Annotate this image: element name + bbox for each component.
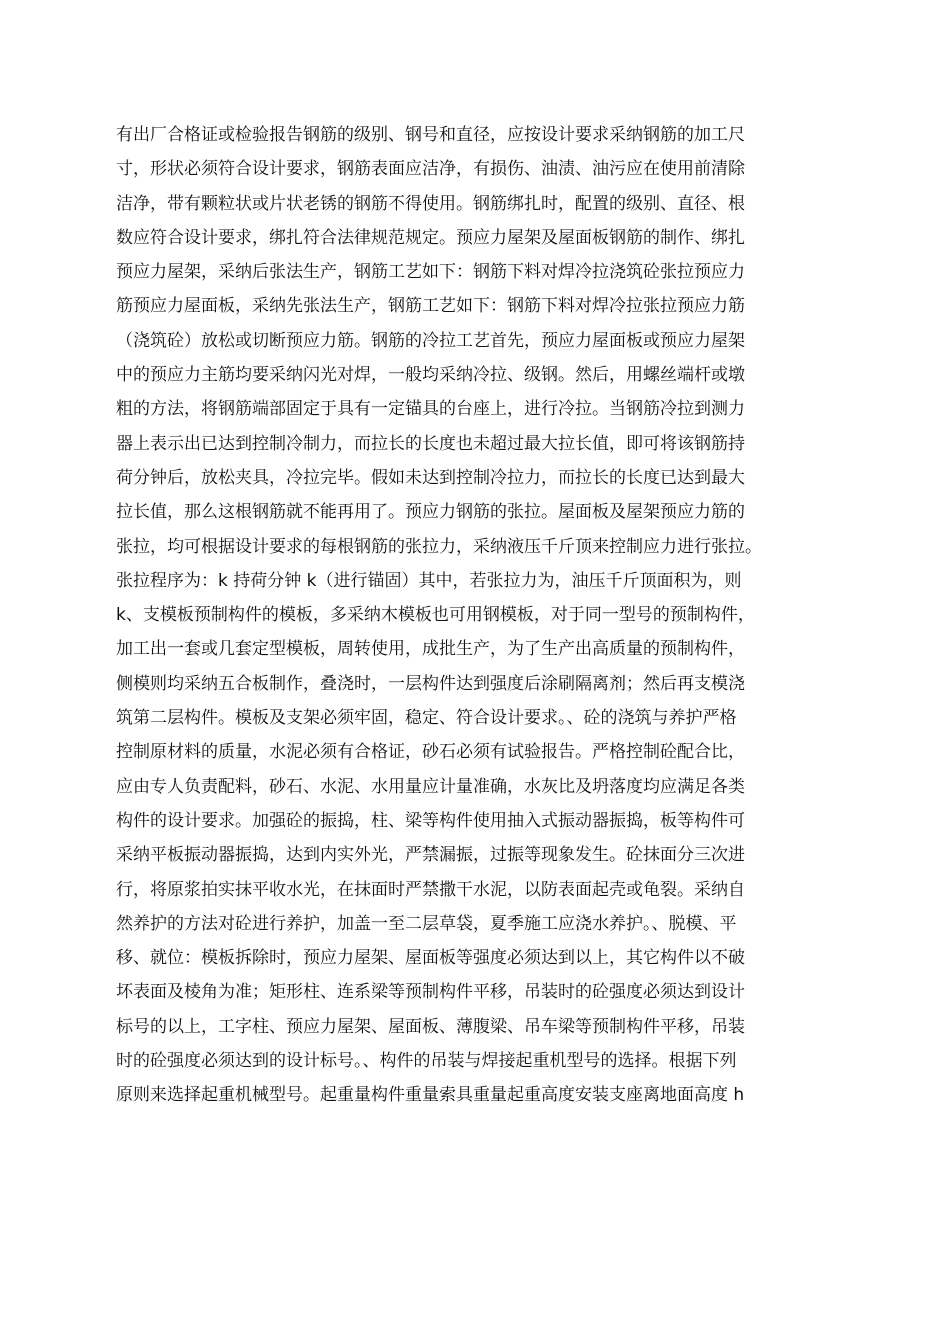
text-line: 中的预应力主筋均要采纳闪光对焊，一般均采纳冷拉、级钢。然后，用螺丝端杆或墩 <box>116 365 745 386</box>
text-line: 控制原材料的质量，水泥必须有合格证，砂石必须有试验报告。严格控制砼配合比， <box>116 742 745 763</box>
text-line: 寸，形状必须符合设计要求，钢筋表面应洁净，有损伤、油渍、油污应在使用前清除 <box>116 159 745 180</box>
text-line: 拉长值，那么这根钢筋就不能再用了。预应力钢筋的张拉。屋面板及屋架预应力筋的 <box>116 502 745 523</box>
text-line: 时的砼强度必须达到的设计标号。、构件的吊装与焊接起重机型号的选择。根据下列 <box>116 1051 737 1072</box>
text-line: 筑第二层构件。模板及支架必须牢固，稳定、符合设计要求。、砼的浇筑与养护严格 <box>116 708 737 729</box>
text-line: 移、就位：模板拆除时，预应力屋架、屋面板等强度必须达到以上，其它构件以不破 <box>116 948 745 969</box>
text-line: （浇筑砼）放松或切断预应力筋。钢筋的冷拉工艺首先，预应力屋面板或预应力屋架 <box>116 330 745 351</box>
text-line: 侧模则均采纳五合板制作，叠浇时，一层构件达到强度后涂刷隔离剂；然后再支模浇 <box>116 673 745 694</box>
text-line: 荷分钟后，放松夹具，冷拉完毕。假如未达到控制冷拉力，而拉长的长度已达到最大 <box>116 467 745 488</box>
text-line: 器上表示出已达到控制冷制力，而拉长的长度也未超过最大拉长值，即可将该钢筋持 <box>116 433 745 454</box>
text-line: 张拉程序为：k 持荷分钟 k（进行锚固）其中，若张拉力为，油压千斤顶面积为，则 <box>116 570 742 591</box>
text-line: 采纳平板振动器振捣，达到内实外光，严禁漏振，过振等现象发生。砼抹面分三次进 <box>116 845 745 866</box>
text-line: 行，将原浆拍实抹平收水光，在抹面时严禁撒干水泥，以防表面起壳或龟裂。采纳自 <box>116 879 745 900</box>
text-line: 应由专人负责配料，砂石、水泥、水用量应计量准确，水灰比及坍落度均应满足各类 <box>116 776 745 797</box>
text-line: 数应符合设计要求，绑扎符合法律规范规定。预应力屋架及屋面板钢筋的制作、绑扎 <box>116 227 745 248</box>
text-line: 然养护的方法对砼进行养护，加盖一至二层草袋，夏季施工应浇水养护。、脱模、平 <box>116 913 737 934</box>
text-line: 坏表面及棱角为准；矩形柱、连系梁等预制构件平移，吊装时的砼强度必须达到设计 <box>116 982 745 1003</box>
text-line: 原则来选择起重机械型号。起重量构件重量索具重量起重高度安装支座离地面高度 h <box>116 1085 745 1106</box>
body-text <box>116 118 846 1113</box>
text-line: 张拉，均可根据设计要求的每根钢筋的张拉力，采纳液压千斤顶来控制应力进行张拉。 <box>116 536 762 557</box>
text-line: 有出厂合格证或检验报告钢筋的级别、钢号和直径，应按设计要求采纳钢筋的加工尺 <box>116 125 745 145</box>
text-line: 标号的以上，工字柱、预应力屋架、屋面板、薄腹梁、吊车梁等预制构件平移，吊装 <box>116 1016 745 1037</box>
text-line: 粗的方法，将钢筋端部固定于具有一定锚具的台座上，进行冷拉。当钢筋冷拉到测力 <box>116 399 745 420</box>
text-line: 预应力屋架，采纳后张法生产，钢筋工艺如下：钢筋下料对焊冷拉浇筑砼张拉预应力 <box>116 262 745 283</box>
text-line: 洁净，带有颗粒状或片状老锈的钢筋不得使用。钢筋绑扎时，配置的级别、直径、根 <box>116 193 745 214</box>
text-line: 加工出一套或几套定型模板，周转使用，成批生产，为了生产出高质量的预制构件， <box>116 639 745 660</box>
text-line: k、支模板预制构件的模板，多采纳木模板也可用钢模板，对于同一型号的预制构件， <box>116 605 755 626</box>
text-line: 筋预应力屋面板，采纳先张法生产，钢筋工艺如下：钢筋下料对焊冷拉张拉预应力筋 <box>116 296 745 317</box>
text-line: 构件的设计要求。加强砼的振捣，柱、梁等构件使用抽入式振动器振捣，板等构件可 <box>116 810 745 831</box>
